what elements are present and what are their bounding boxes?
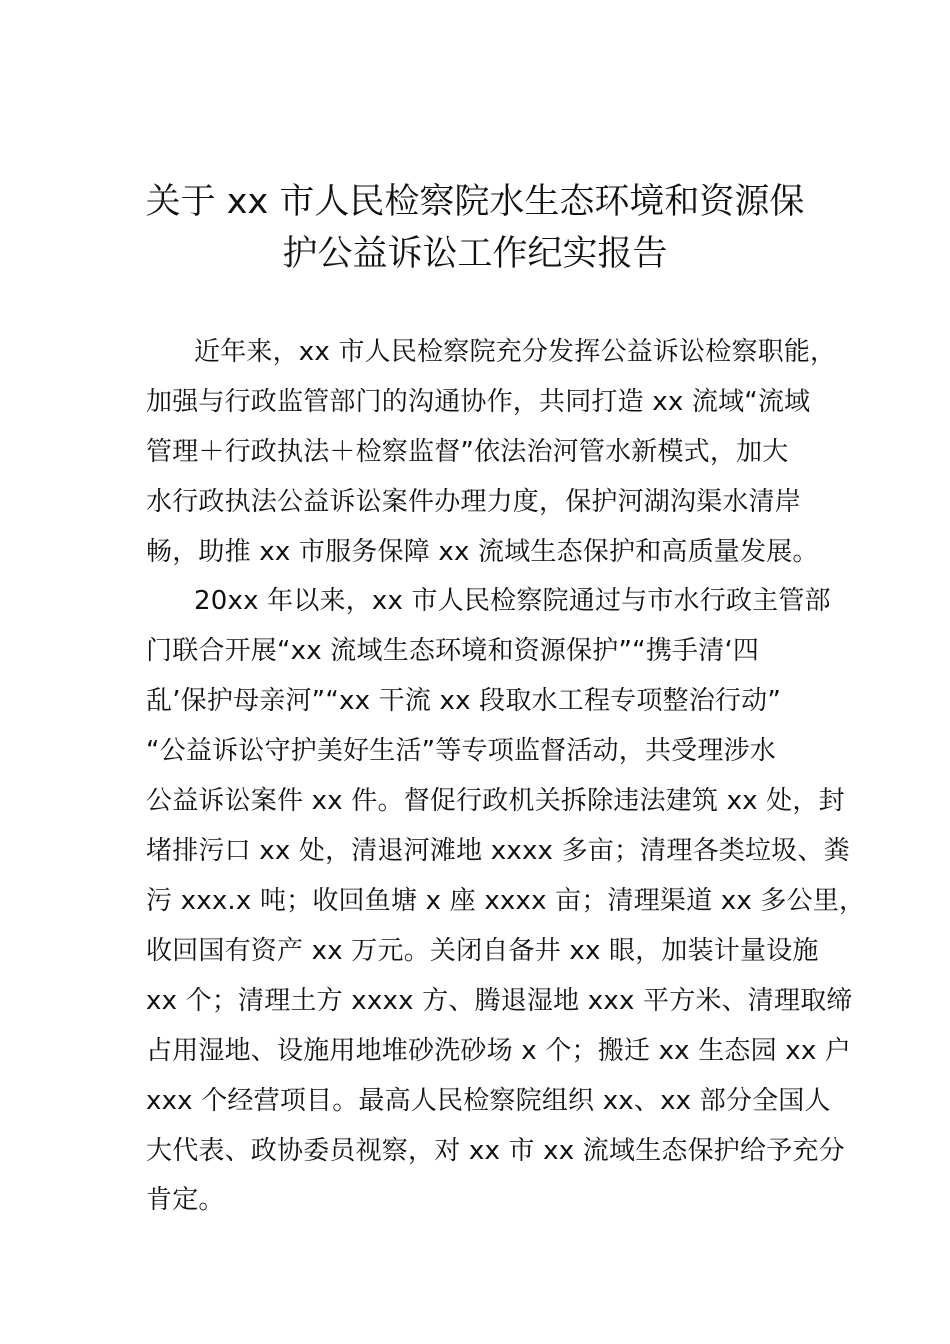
paragraph-2-line-9: xx 个；清理土方 xxxx 方、腾退湿地 xxx 平方米、清理取缔: [146, 986, 853, 1016]
title-line-2: 护公益诉讼工作纪实报告: [282, 234, 668, 274]
paragraph-2-line-4: “公益诉讼守护美好生活”等专项监督活动，共受理涉水: [146, 736, 776, 766]
paragraph-2-line-5: 公益诉讼案件 xx 件。督促行政机关拆除违法建筑 xx 处，封: [146, 786, 845, 816]
paragraph-2-line-6: 堵排污口 xx 处，清退河滩地 xxxx 多亩；清理各类垃圾、粪: [146, 836, 850, 866]
paragraph-1-line-5: 畅，助推 xx 市服务保障 xx 流域生态保护和高质量发展。: [146, 537, 819, 567]
title-line-1: 关于 xx 市人民检察院水生态环境和资源保: [145, 182, 805, 222]
paragraph-1-line-3: 管理＋行政执法＋检察监督”依法治河管水新模式，加大: [146, 437, 789, 467]
paragraph-1-line-2: 加强与行政监管部门的沟通协作，共同打造 xx 流域“流域: [146, 387, 811, 417]
paragraph-2-line-7: 污 xxx.x 吨；收回鱼塘 x 座 xxxx 亩；清理渠道 xx 多公里，: [146, 886, 866, 916]
paragraph-2-line-10: 占用湿地、设施用地堆砂洗砂场 x 个；搬迁 xx 生态园 xx 户: [146, 1036, 852, 1066]
paragraph-2-line-3: 乱’保护母亲河”“xx 干流 xx 段取水工程专项整治行动”: [146, 686, 782, 716]
paragraph-2-line-8: 收回国有资产 xx 万元。关闭自备井 xx 眼，加装计量设施: [146, 936, 819, 966]
paragraph-1-line-1: 近年来，xx 市人民检察院充分发挥公益诉讼检察职能，: [194, 337, 837, 367]
paragraph-2-line-2: 门联合开展“xx 流域生态环境和资源保护”“携手清‘四: [146, 636, 760, 666]
paragraph-1-line-4: 水行政执法公益诉讼案件办理力度，保护河湖沟渠水清岸: [146, 487, 802, 517]
document-title: [140, 176, 810, 280]
paragraph-2-line-12: 大代表、政协委员视察，对 xx 市 xx 流域生态保护给予充分: [146, 1136, 845, 1166]
paragraph-2-line-11: xxx 个经营项目。最高人民检察院组织 xx、xx 部分全国人: [146, 1086, 831, 1116]
paragraph-2-line-13: 肯定。: [146, 1185, 225, 1215]
paragraph-2-line-1: 20xx 年以来，xx 市人民检察院通过与市水行政主管部: [194, 586, 831, 616]
